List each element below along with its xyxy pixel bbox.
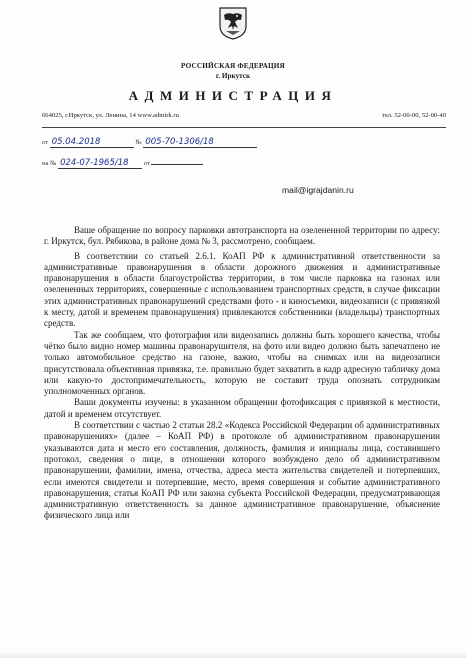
organization-title: АДМИНИСТРАЦИЯ [128,88,338,103]
letter-body [44,225,440,522]
incoming-date-blank [151,156,203,165]
paragraph-documents-reviewed: Ваши документы изучены: в указанном обращении фотофиксация с привязкой к местности, датой и временем отсутствует. [44,397,440,419]
incoming-number: 024-07-1965/18 [58,159,142,169]
date-label: от [42,139,49,146]
recipient-email: mail@igrajdanin.ru [282,185,354,195]
incoming-date-label: от [143,160,150,167]
paragraph-request: Ваше обращение по вопросу парковки автотранспорта на озелененной территории по адресу: г. Иркутск, бул. Рябикова, в районе дома № 3, рассмотрено, сообщаем. [44,225,440,247]
phones-text: тел. 52-00-00, 52-00-40 [381,112,446,119]
city-heading: г. Иркутск [215,72,251,80]
registration-number: 005-70-1306/18 [143,138,257,148]
number-label: № [135,139,142,146]
federation-heading: РОССИЙСКАЯ ФЕДЕРАЦИЯ [181,62,285,70]
paragraph-article-2-6-1: В соответствии со статьей 2.6.1. КоАП РФ к административной ответственности за административные правонарушения в области дорожного движения и административные правонарушения в области благоустройства территории, в том числе парковка на газонах или озелененных территориях, совершенные с использованием транспортных средств, в случае фиксации этих административных правонарушений средствами фото - и киносъемки, видеозаписи (с привязкой к месту, датой и временем правонарушения) привлекаются собственники (владельцы) транспортных средств. [44,250,440,329]
registration-date: 05.04.2018 [50,138,134,148]
address-text: 664025, г.Иркутск, ул. Ленина, 14 www.admirk.ru [42,112,179,119]
header-divider [42,127,446,128]
paragraph-article-28-2: В соответствии с частью 2 статьи 28.2 «Кодекса Российской Федерации об административных правонарушениях» (далее – КоАП РФ) в протоколе об административном правонарушении указываются дата и место его составления, должность, фамилия и инициалы лица, составившего протокол, сведения о лице, в отношении которого возбуждено дело об административном правонарушении, фамилии, имена, отчества, адреса места жительства свидетелей и потерпевших, если имеются свидетели и потерпевшие, место, время совершения и событие административного правонарушения, статья КоАП РФ или закона субъекта Российской Федерации, предусматривающая административную ответственность за данное административное правонарушение, объяснение физического лица или [44,420,440,521]
irkutsk-coat-of-arms-icon [218,6,248,40]
incoming-number-label: на № [42,160,57,167]
incoming-registration [42,156,203,169]
paragraph-photo-requirements: Так же сообщаем, что фотография или видеозапись должны быть хорошего качества, чтобы чётко было видно номер машины правонарушителя, на фото или видео должно быть запечатлено не только автомобильное средство на газоне, важно, чтобы на снимках или на видеозаписи присутствовала объективная привязка, т.е. правильно будет захватить в кадр адресную табличку дома или какую-то достопримечательность, которую не составит труда опознать сотрудникам уполномоченных органов. [44,329,440,397]
page-bottom-edge [0,652,466,658]
outgoing-registration [42,138,257,148]
